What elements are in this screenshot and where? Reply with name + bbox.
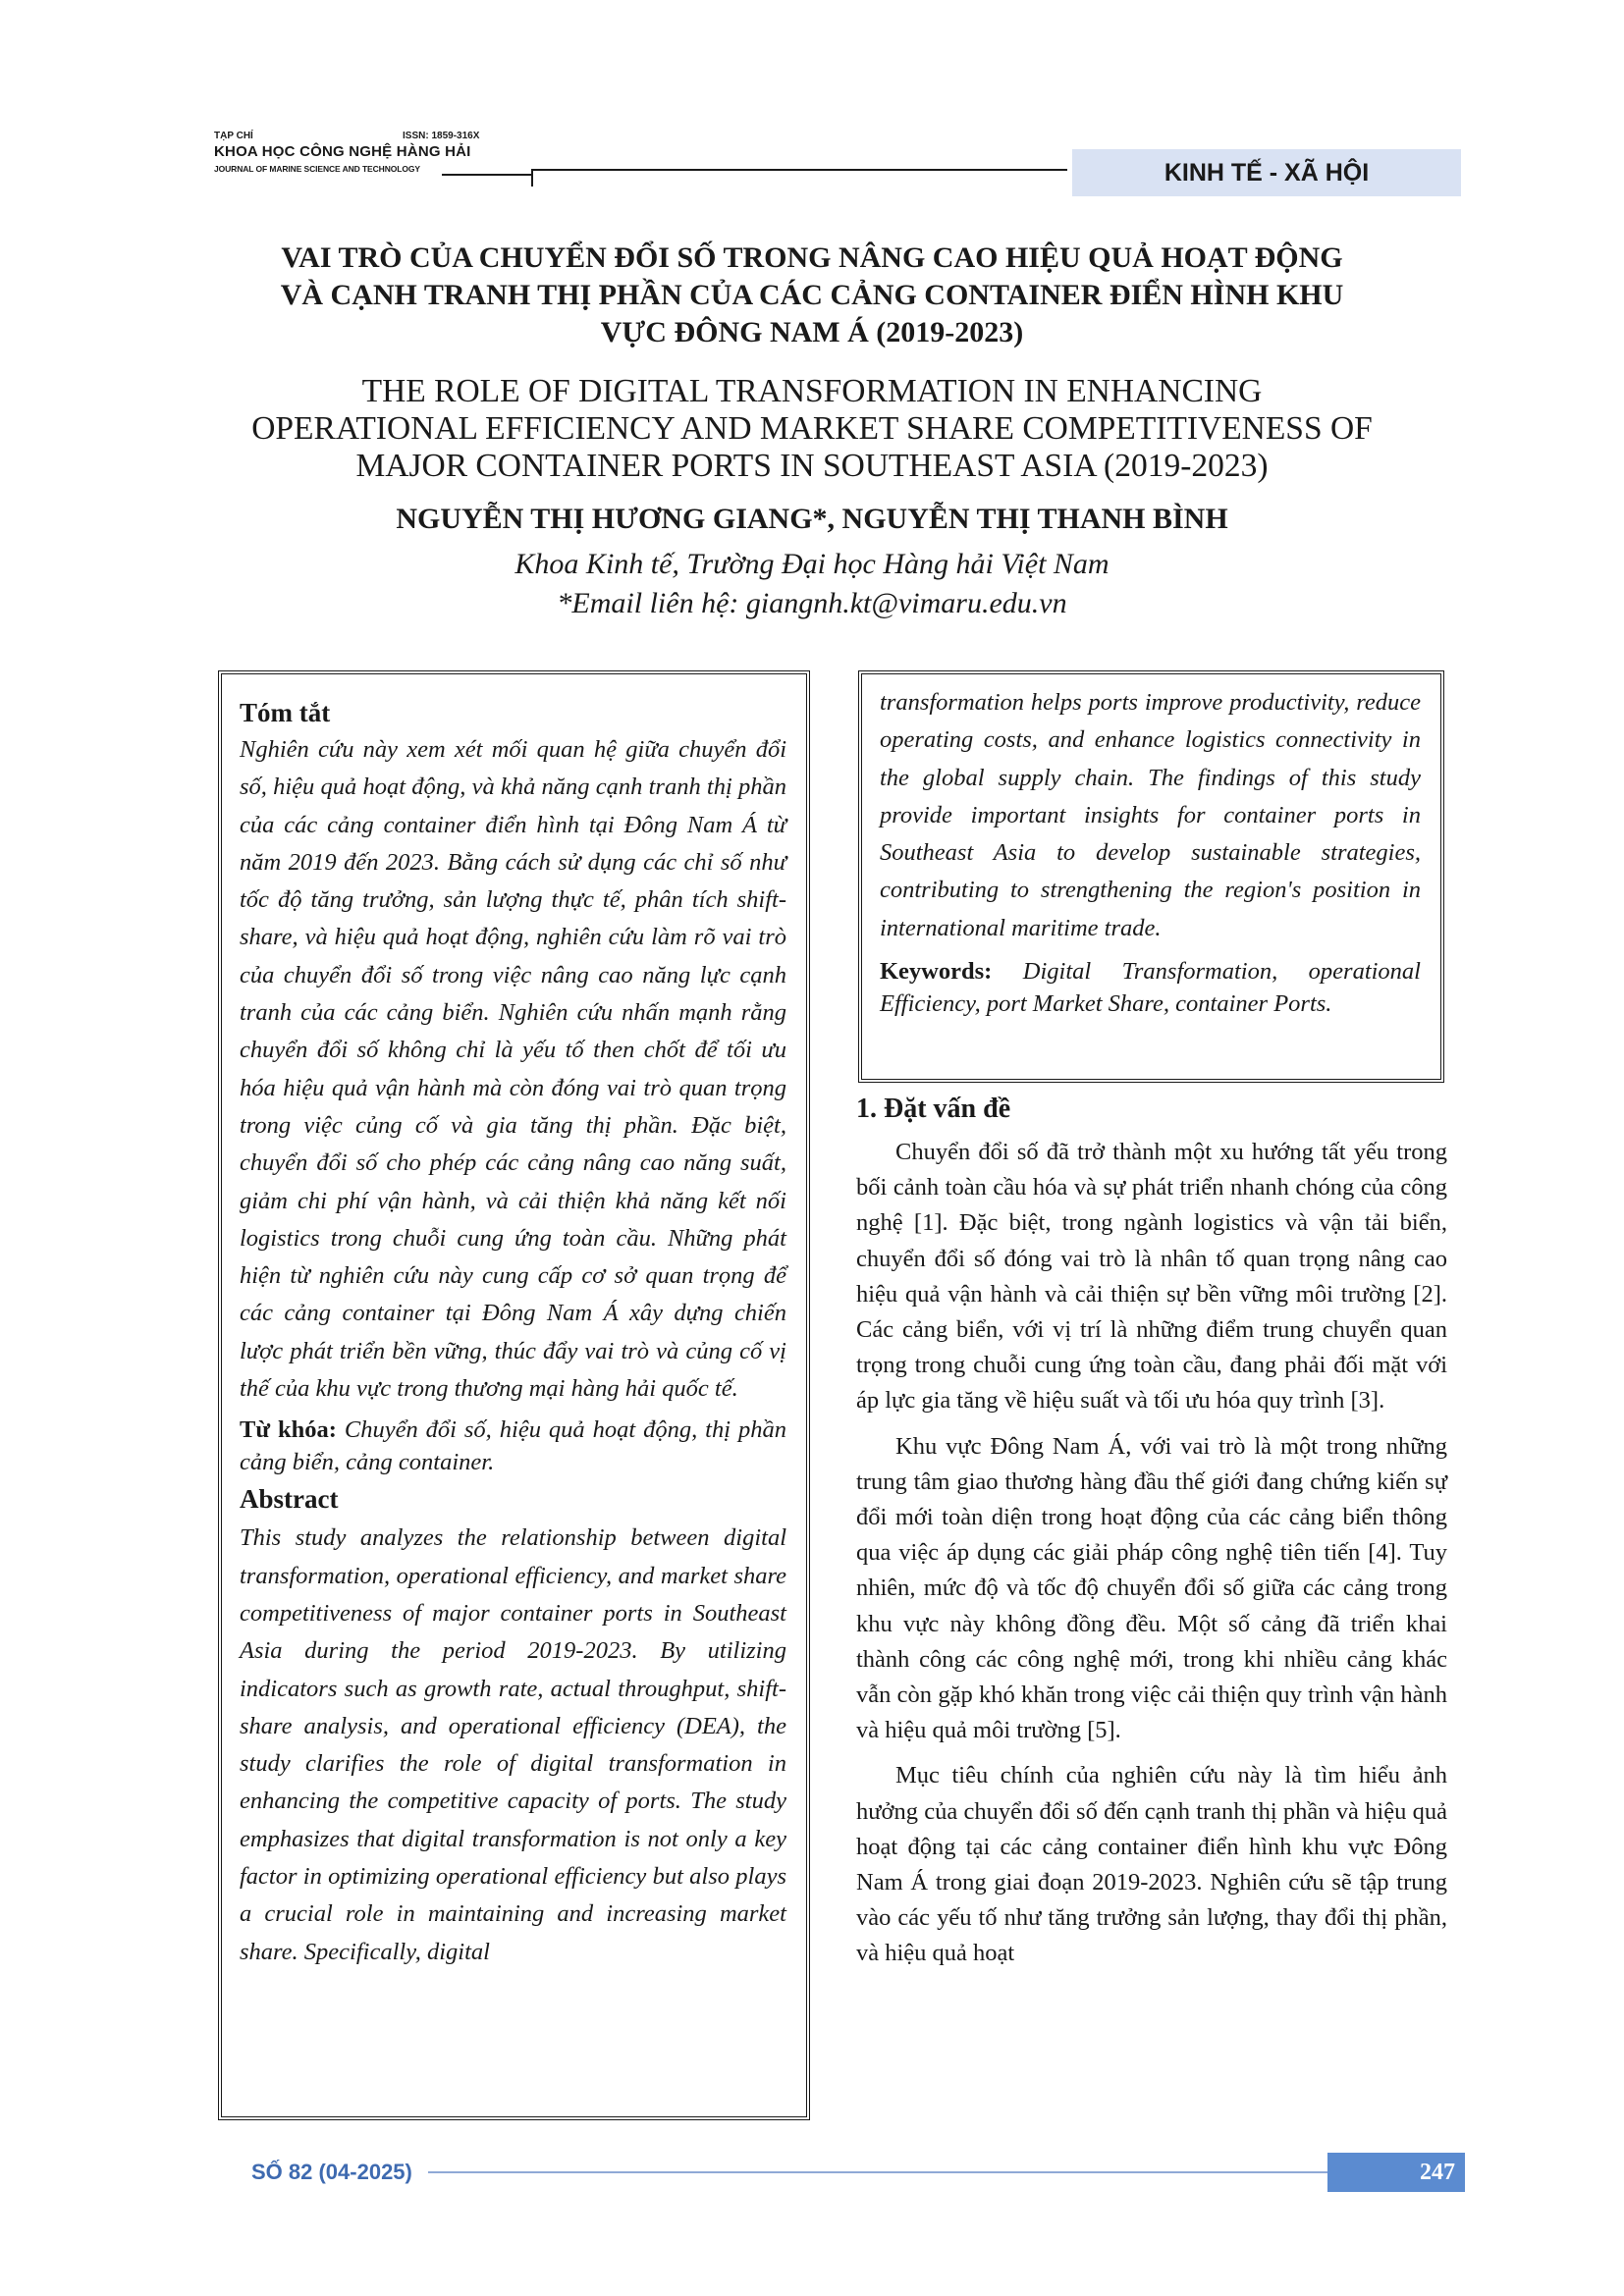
title-english <box>177 373 1447 485</box>
summary-text: Nghiên cứu này xem xét mối quan hệ giữa chuyển đổi số, hiệu quả hoạt động, và khả năng cạnh tranh thị phần của các cảng container điển hình tại Đông Nam Á từ năm 2019 đến 2023. Bằng cách sử dụng các chỉ số như tốc độ tăng trưởng, sản lượng thực tế, phân tích shift-share, và hiệu quả hoạt động, nghiên cứu làm rõ vai trò của chuyển đổi số trong việc nâng cao năng lực cạnh tranh của các cảng biển. Nghiên cứu nhấn mạnh rằng chuyển đổi số không chỉ là yếu tố then chốt để tối ưu hóa hiệu quả vận hành mà còn đóng vai trò quan trọng trong việc củng cố và gia tăng thị phần. Đặc biệt, chuyển đổi số cho phép các cảng nâng cao năng suất, giảm chi phí vận hành, và cải thiện khả năng kết nối logistics trong chuỗi cung ứng toàn cầu. Những phát hiện từ nghiên cứu này cung cấp cơ sở quan trọng để các cảng container tại Đông Nam Á xây dựng chiến lược phát triển bền vững, thúc đẩy vai trò và củng cố vị thế của khu vực trong thương mại hàng hải quốc tế. <box>240 736 786 1403</box>
issue-number: SỐ 82 (04-2025) <box>251 2160 412 2184</box>
footer-rule <box>428 2171 1327 2173</box>
journal-name-en: JOURNAL OF MARINE SCIENCE AND TECHNOLOGY <box>214 164 420 174</box>
abstract-heading: Abstract <box>240 1484 339 1515</box>
keywords-en: Digital Transformation, operational Efficiency, port Market Share, container Ports. <box>880 958 1421 1018</box>
affiliation: Khoa Kinh tế, Trường Đại học Hàng hải Việt Nam <box>514 548 1110 580</box>
title-vietnamese <box>177 240 1447 351</box>
keywords-vn: Chuyển đổi số, hiệu quả hoạt động, thị phần cảng biển, cảng container. <box>240 1416 786 1476</box>
body-paragraph: Chuyển đổi số đã trở thành một xu hướng tất yếu trong bối cảnh toàn cầu hóa và sự phát triển nhanh chóng của công nghệ [1]. Đặc biệt, trong ngành logistics và vận tải biển, chuyển đổi số đóng vai trò là nhân tố quan trọng nâng cao hiệu quả vận hành và cải thiện sự bền vững môi trường [2]. Các cảng biển, với vị trí là những điểm trung chuyển quan trọng trong chuỗi cung ứng toàn cầu, đang phải đối mặt với áp lực gia tăng về hiệu suất và tối ưu hóa quy trình [3]. <box>856 1139 1447 1415</box>
title-en-line: OPERATIONAL EFFICIENCY AND MARKET SHARE COMPETITIVENESS OF <box>251 410 1373 447</box>
abstract-box-left <box>218 670 810 2120</box>
section-heading: 1. Đặt vấn đề <box>856 1094 1011 1124</box>
keywords-label-vn: Từ khóa <box>240 1416 329 1444</box>
title-vn-line: VỰC ĐÔNG NAM Á (2019-2023) <box>600 316 1024 348</box>
title-en-line: THE ROLE OF DIGITAL TRANSFORMATION IN ENHANCING <box>361 373 1263 409</box>
section-introduction <box>856 1090 1447 1982</box>
page-number: 247 <box>1327 2153 1465 2192</box>
summary-heading: Tóm tắt <box>240 698 331 727</box>
title-en-line: MAJOR CONTAINER PORTS IN SOUTHEAST ASIA (2019-2023) <box>355 448 1269 484</box>
header-rule-long <box>532 169 1067 171</box>
contact-email: *Email liên hệ: giangnh.kt@vimaru.edu.vn <box>557 587 1067 619</box>
abstract-box-right <box>858 670 1444 1083</box>
abstract-text-part2: transformation helps ports improve productivity, reduce operating costs, and enhance logistics connectivity in the global supply chain. The findings of this study provide important insights for container ports in Southeast Asia to develop sustainable strategies, contributing to strengthening the region's position in international maritime trade. <box>880 689 1421 941</box>
header-rule-tick <box>531 169 533 187</box>
title-vn-line: VÀ CẠNH TRANH THỊ PHẦN CỦA CÁC CẢNG CONTAINER ĐIỂN HÌNH KHU <box>280 279 1344 311</box>
issn: ISSN: 1859-316X <box>403 131 480 141</box>
body-paragraph: Mục tiêu chính của nghiên cứu này là tìm hiểu ảnh hưởng của chuyển đổi số đến cạnh tranh thị phần và hiệu quả hoạt động tại các cảng container điển hình khu vực Đông Nam Á trong giai đoạn 2019-2023. Nghiên cứu sẽ tập trung vào các yếu tố như tăng trưởng sản lượng, thay đổi thị phần, và hiệu quả hoạt <box>856 1762 1447 1967</box>
summary-keywords: Từ khóa: Chuyển đổi số, hiệu quả hoạt động, thị phần cảng biển, cảng container. <box>240 1416 786 1476</box>
abstract-text-part1: This study analyzes the relationship between digital transformation, operational efficiency, and market share competitiveness of major container ports in Southeast Asia during the period 2019-2023. By utilizing indicators such as growth rate, actual throughput, shift-share analysis, and operational efficiency (DEA), the study clarifies the role of digital transformation in enhancing the competitive capacity of ports. The study emphasizes that digital transformation is not only a key factor in optimizing operational efficiency but also plays a crucial role in maintaining and increasing market share. Specifically, digital <box>240 1524 786 1965</box>
abstract-keywords: Keywords: Digital Transformation, operational Efficiency, port Market Share, container Ports. <box>880 958 1421 1018</box>
journal-label: TẠP CHÍ <box>214 131 253 141</box>
keywords-label-en: Keywords <box>880 958 985 986</box>
header-rule <box>442 174 532 176</box>
title-vn-line: VAI TRÒ CỦA CHUYỂN ĐỔI SỐ TRONG NÂNG CAO HIỆU QUẢ HOẠT ĐỘNG <box>281 241 1343 274</box>
journal-name: KHOA HỌC CÔNG NGHỆ HÀNG HẢI <box>214 143 471 160</box>
body-paragraph: Khu vực Đông Nam Á, với vai trò là một trong những trung tâm giao thương hàng đầu thế giới đang chứng kiến sự đổi mới toàn diện trong hoạt động của các cảng biển thông qua việc áp dụng các giải pháp công nghệ tiên tiến [4]. Tuy nhiên, mức độ và tốc độ chuyển đổi số giữa các cảng trong khu vực này không đồng đều. Một số cảng đã triển khai thành công các công nghệ mới, trong khi nhiều cảng khác vẫn còn gặp khó khăn trong việc cải thiện quy trình vận hành và hiệu quả môi trường [5]. <box>856 1432 1447 1744</box>
section-tag: KINH TẾ - XÃ HỘI <box>1072 149 1461 196</box>
authors: NGUYỄN THỊ HƯƠNG GIANG*, NGUYỄN THỊ THANH BÌNH <box>396 503 1228 535</box>
